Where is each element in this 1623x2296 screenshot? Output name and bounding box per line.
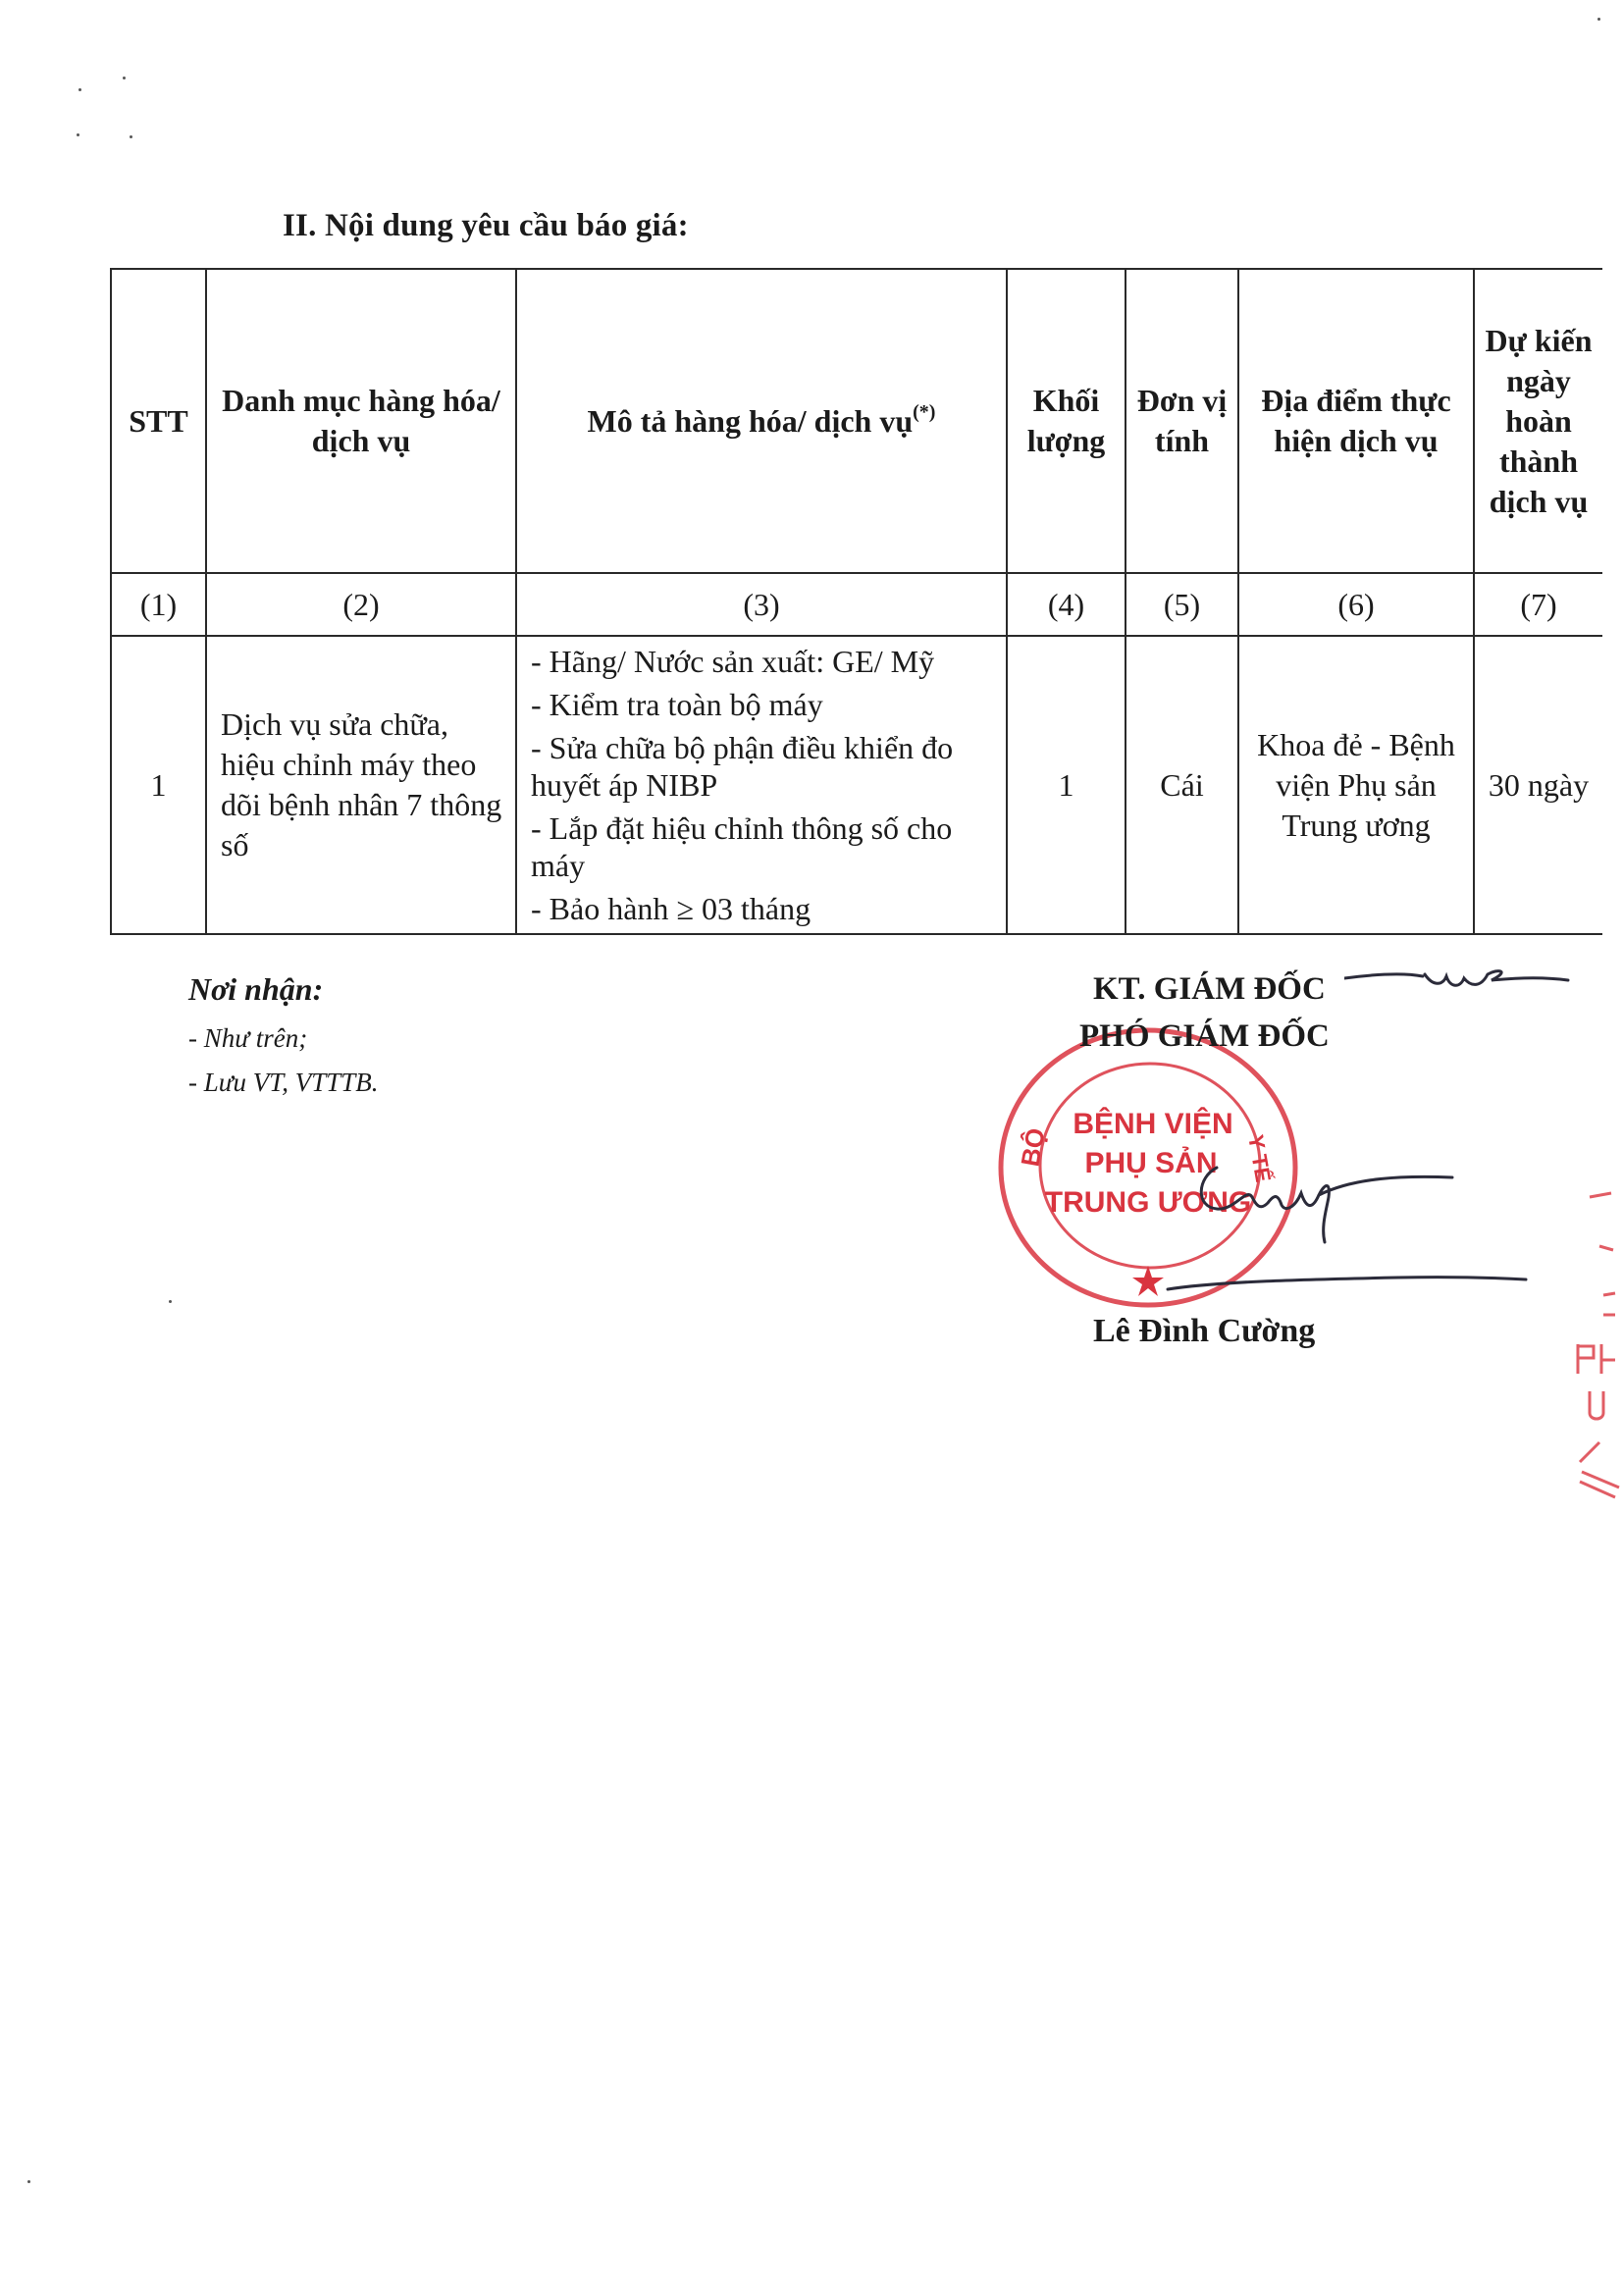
quote-table: [110, 268, 1602, 935]
header-description: Mô tả hàng hóa/ dịch vụ(*): [516, 269, 1007, 573]
cell-description: [516, 636, 1007, 934]
svg-text:PHỤ SẢN: PHỤ SẢN: [1084, 1147, 1218, 1179]
column-number-row: [111, 573, 1602, 636]
header-row: [111, 269, 1602, 573]
cell-completion: 30 ngày: [1474, 636, 1602, 934]
initials-signature-icon: [1344, 965, 1570, 1004]
scan-speck: [1597, 18, 1600, 21]
svg-text:BỘ: BỘ: [1015, 1125, 1051, 1170]
cell-item: Dịch vụ sửa chữa, hiệu chỉnh máy theo dõi bệnh nhân 7 thông số: [206, 636, 516, 934]
svg-text:BỆNH VIỆN: BỆNH VIỆN: [1073, 1108, 1233, 1140]
column-number: (5): [1126, 573, 1238, 636]
cell-unit: Cái: [1126, 636, 1238, 934]
section-title: II. Nội dung yêu cầu báo giá:: [283, 208, 689, 243]
column-number: (4): [1007, 573, 1126, 636]
column-number: (6): [1238, 573, 1474, 636]
description-line: - Kiểm tra toàn bộ máy: [531, 687, 823, 722]
recipient-line: - Như trên;: [188, 1023, 308, 1053]
scan-speck: [27, 2180, 30, 2183]
header-quantity: Khối lượng: [1007, 269, 1126, 573]
cell-quantity: 1: [1007, 636, 1126, 934]
svg-text:Y TẾ: Y TẾ: [1243, 1132, 1277, 1184]
header-completion: Dự kiến ngày hoàn thành dịch vụ: [1474, 269, 1602, 573]
header-stt: STT: [111, 269, 206, 573]
table-row: [111, 636, 1602, 934]
role-line-2: PHÓ GIÁM ĐỐC: [1079, 1018, 1330, 1054]
description-line: - Lắp đặt hiệu chỉnh thông số cho máy: [531, 810, 953, 883]
column-number: (7): [1474, 573, 1602, 636]
column-number: (2): [206, 573, 516, 636]
scan-speck: [169, 1300, 172, 1303]
description-line: - Bảo hành ≥ 03 tháng: [531, 891, 812, 926]
handwritten-signature-icon: [1158, 1148, 1531, 1295]
recipients-block: [188, 971, 379, 1112]
column-number: (1): [111, 573, 206, 636]
cell-stt: 1: [111, 636, 206, 934]
description-line: - Hãng/ Nước sản xuất: GE/ Mỹ: [531, 644, 935, 679]
cell-location: Khoa đẻ - Bệnh viện Phụ sản Trung ương: [1238, 636, 1474, 934]
scan-speck: [79, 88, 81, 91]
adjacent-seal-edge-icon: [1560, 1177, 1623, 1501]
header-unit: Đơn vị tính: [1126, 269, 1238, 573]
description-line: - Sửa chữa bộ phận điều khiển đo huyết áp NIBP: [531, 730, 954, 803]
header-item: Danh mục hàng hóa/ dịch vụ: [206, 269, 516, 573]
scan-speck: [123, 77, 126, 79]
svg-text:TRUNG ƯƠNG: TRUNG ƯƠNG: [1044, 1186, 1252, 1219]
header-location: Địa điểm thực hiện dịch vụ: [1238, 269, 1474, 573]
role-line-1: KT. GIÁM ĐỐC: [1093, 971, 1326, 1007]
scan-speck: [77, 133, 79, 136]
recipient-line: - Lưu VT, VTTTB.: [188, 1068, 379, 1097]
scan-speck: [130, 135, 132, 138]
recipients-label: Nơi nhận:: [188, 971, 324, 1007]
signer-name: Lê Đình Cường: [1093, 1313, 1316, 1349]
column-number: (3): [516, 573, 1007, 636]
